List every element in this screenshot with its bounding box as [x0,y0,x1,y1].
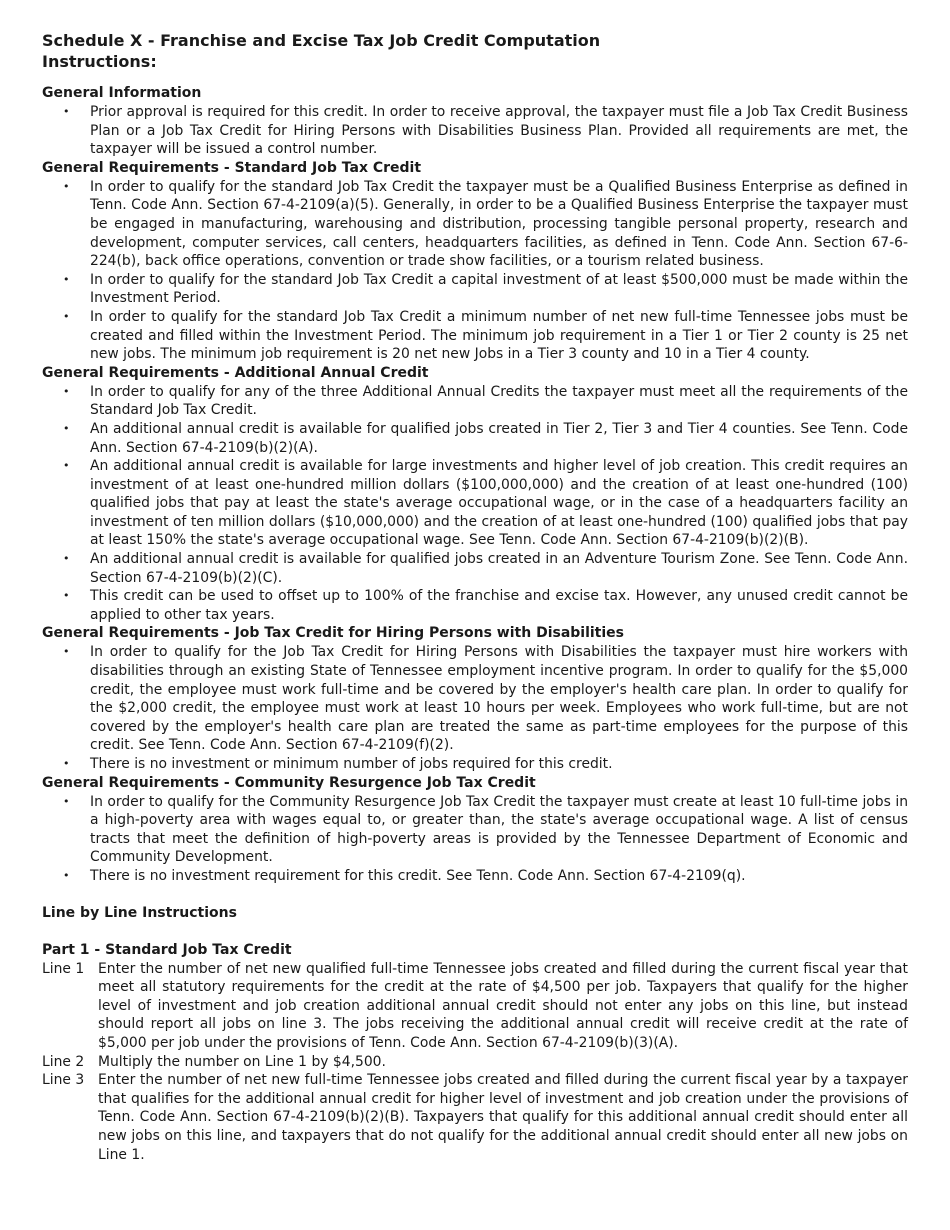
section-heading-general-information: General Information [42,85,202,101]
list-item: • In order to qualify for any of the three Additional Annual Credits the taxpayer must meet all the requirements of the Standard Job Tax Credit. [63,383,908,419]
line-item [42,1053,908,1072]
bullet-dot-icon: • [63,589,70,603]
bullet-dot-icon: • [63,552,70,566]
section-heading-community-resurgence: General Requirements - Community Resurgence Job Tax Credit [42,774,536,791]
bullet-dot-icon: • [63,309,70,323]
section-heading-disabilities-credit: General Requirements - Job Tax Credit for Hiring Persons with Disabilities [42,625,625,642]
section-heading-line-by-line: Line by Line Instructions [42,904,237,921]
bullet-dot-icon: • [63,421,70,435]
list-item: • An additional annual credit is available for large investments and higher level of job creation. This credit requires an investment of at least one-hundred million dollars ($100,000,000) and the creation of at least one-hundred (100) qualified jobs that pay at least the state's average occupational wage, or in the case of a headquarters facility an investment of ten million dollars ($10,000,000) and the creation of at least one-hundred (100) qualified jobs that pay at least 150% the state's average occupational wage. See Tenn. Code Ann. Section 67-4-2109(b)(2)(B). [63,458,908,549]
bullet-list-additional-annual-credit [42,383,908,625]
line-label: Line 3 [42,1072,85,1089]
section-heading-additional-annual-credit: General Requirements - Additional Annual Credit [42,364,429,381]
line-item [42,1071,908,1164]
list-item: • In order to qualify for the Job Tax Credit for Hiring Persons with Disabilities the taxpayer must hire workers with disabilities through an existing State of Tennessee employment incentive program. In order to qualify for the $5,000 credit, the employee must work full-time and be covered by the employer's health care plan. In order to qualify for the $2,000 credit, the employee must work at least 10 hours per week. Employees who work full-time, but are not covered by the employer's health care plan are treated the same as part-time employees for the purpose of this credit. See Tenn. Code Ann. Section 67-4-2109(f)(2). [63,644,908,754]
list-item: • In order to qualify for the standard Job Tax Credit a minimum number of net new full-time Tennessee jobs must be created and filled within the Investment Period. The minimum job requirement in a Tier 1 or Tier 2 county is 25 net new jobs. The minimum job requirement is 20 net new Jobs in a Tier 3 county and 10 in a Tier 4 county. [63,308,908,363]
bullet-list-standard-job-tax-credit [42,178,908,364]
document-title: Schedule X - Franchise and Excise Tax Job Credit Computation [42,31,601,50]
bullet-dot-icon: • [63,384,70,398]
line-text: Enter the number of net new full-time Tennessee jobs created and filled during the current fiscal year by a taxpayer that qualifies for the additional annual credit for higher level of investment and job creation under the provisions of Tenn. Code Ann. Section 67-4-2109(b)(2)(B). Taxpayers that qualify for this additional annual credit should enter all new jobs on this line, and taxpayers that do not qualify for the additional annual credit should enter all new jobs on Line 1. [98,1072,908,1163]
list-item: • Prior approval is required for this credit. In order to receive approval, the taxpayer must file a Job Tax Credit Business Plan or a Job Tax Credit for Hiring Persons with Disabilities Business Plan. Provided all requirements are met, the taxpayer will be issued a control number. [63,104,908,158]
bullet-list-general-information [42,103,908,159]
bullet-dot-icon: • [63,179,70,193]
bullet-dot-icon: • [63,272,70,286]
bullet-dot-icon: • [63,868,70,882]
list-item: • In order to qualify for the standard Job Tax Credit the taxpayer must be a Qualified Business Enterprise as defined in Tenn. Code Ann. Section 67-4-2109(a)(5). Generally, in order to be a Qualified Business Enterprise the taxpayer must be engaged in manufacturing, warehousing and distribution, processing tangible personal property, research and development, computer services, call centers, headquarters facilities, as defined in Tenn. Code Ann. Section 67-6-224(b), back office operations, convention or trade show facilities, or a tourism related business. [63,178,908,270]
line-label: Line 2 [42,1053,85,1070]
section-heading-part-1: Part 1 - Standard Job Tax Credit [42,941,292,958]
list-item: • There is no investment requirement for this credit. See Tenn. Code Ann. Section 67-4-2109(q). [63,867,746,884]
list-item: • In order to qualify for the standard Job Tax Credit a capital investment of at least $500,000 must be made within the Investment Period. [63,271,908,307]
line-item [42,960,908,1053]
bullet-list-disabilities-credit [42,643,908,773]
list-item: • In order to qualify for the Community Resurgence Job Tax Credit the taxpayer must create at least 10 full-time jobs in a high-poverty area with wages equal to, or greater than, the state's average occupational wage. A list of census tracts that meet the definition of high-poverty areas is provided by the Tennessee Department of Economic and Community Development. [63,793,908,866]
line-instructions [42,960,908,1165]
list-item: • An additional annual credit is available for qualified jobs created in an Adventure Tourism Zone. See Tenn. Code Ann. Section 67-4-2109(b)(2)(C). [63,551,908,586]
list-item: • This credit can be used to offset up to 100% of the franchise and excise tax. However, any unused credit cannot be applied to other tax years. [63,588,908,623]
document-subtitle: Instructions: [42,52,157,71]
list-item: • There is no investment or minimum number of jobs required for this credit. [63,756,613,772]
list-item: • An additional annual credit is available for qualified jobs created in Tier 2, Tier 3 and Tier 4 counties. See Tenn. Code Ann. Section 67-4-2109(b)(2)(A). [63,420,908,456]
bullet-list-community-resurgence [42,793,908,886]
bullet-dot-icon: • [63,757,70,770]
section-heading-standard-job-tax-credit: General Requirements - Standard Job Tax Credit [42,159,422,176]
bullet-dot-icon: • [63,645,70,659]
line-label: Line 1 [42,960,85,977]
line-text: Enter the number of net new qualified full-time Tennessee jobs created and filled during the current fiscal year that meet all statutory requirements for the credit at the rate of $4,500 per job. Taxpayers that qualify for the higher level of investment and job creation additional annual credit should not enter any jobs on this line, but instead should report all jobs on line 3. The jobs receiving the additional annual credit will receive credit at the rate of $5,000 per job under the provisions of Tenn. Code Ann. Section 67-4-2109(b)(3)(A). [98,960,908,1051]
bullet-dot-icon: • [63,794,70,808]
bullet-dot-icon: • [63,459,70,473]
line-text: Multiply the number on Line 1 by $4,500. [98,1053,386,1070]
bullet-dot-icon: • [63,105,70,118]
